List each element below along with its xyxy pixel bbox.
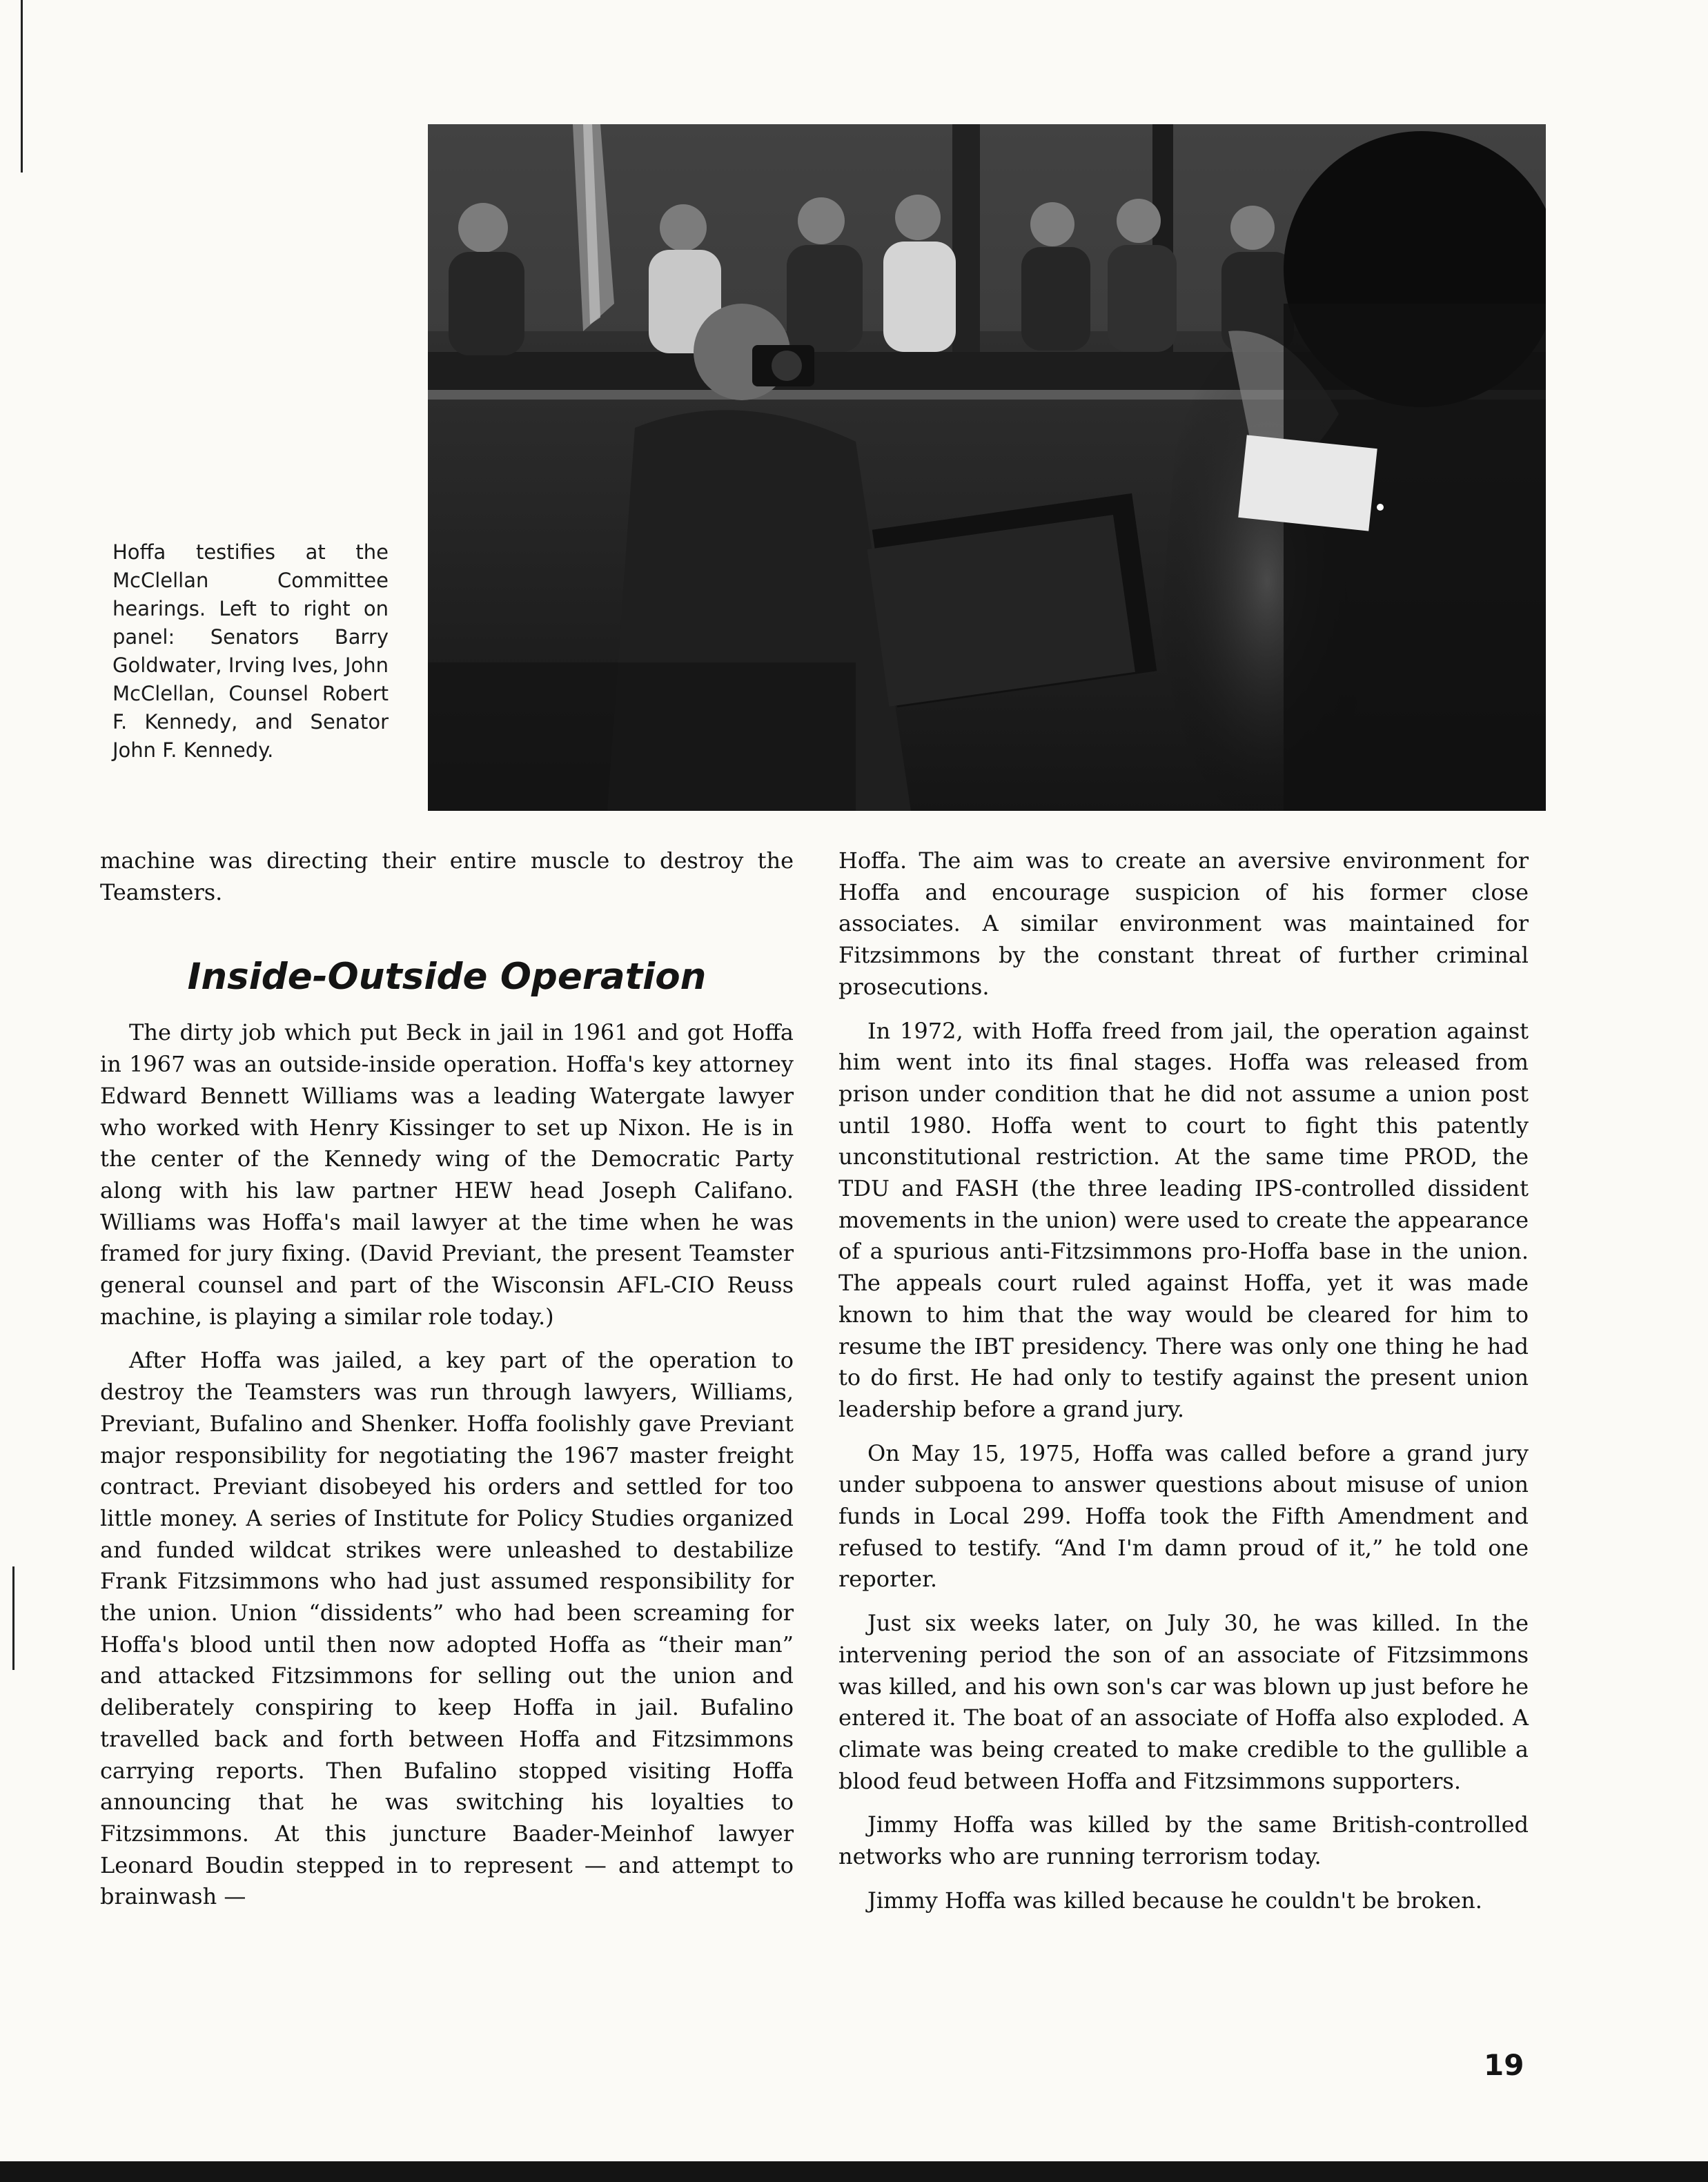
photo-caption: Hoffa testifies at the McClellan Committee hearings. Left to right on panel: Senators Barry Goldwater, Irving Ives, John McClellan, Counsel Robert F. Kennedy, and Senator John F. Kennedy. <box>112 540 389 762</box>
left-edge-line-lower <box>12 1566 14 1670</box>
right-column <box>838 845 1529 1917</box>
scan-bottom-edge <box>0 2161 1708 2182</box>
paragraph-british: Jimmy Hoffa was killed by the same British-controlled networks who are running terrorism today. <box>838 1811 1529 1870</box>
left-column <box>100 845 794 1913</box>
page-number: 19 <box>1484 2048 1524 2082</box>
left-edge-line <box>21 0 23 173</box>
paragraph-after-jailed: After Hoffa was jailed, a key part of the operation to destroy the Teamsters was run through lawyers, Williams, Previant, Bufalino and Shenker. Hoffa foolishly gave Previant major responsibility for negotiating the 1967 master freight contract. Previant disobeyed his orders and settled for too little money. A series of Institute for Policy Studies organized and funded wildcat strikes were unleashed to destabilize Frank Fitzsimmons who had just assumed responsibility for the union. Union “dissidents” who had been screaming for Hoffa's blood until then now adopted Hoffa as “their man” and attacked Fitzsimmons for selling out the union and deliberately conspiring to keep Hoffa in jail. Bufalino travelled back and forth between Hoffa and Fitzsimmons carrying reports. Then Bufalino stopped visiting Hoffa announcing that he was switching his loyalties to Fitzsimmons. At this juncture Baader-Meinhof lawyer Leonard Boudin stepped in to represent — and attempt to brainwash — <box>100 1347 794 1910</box>
paragraph-1972: In 1972, with Hoffa freed from jail, the operation against him went into its final stages. Hoffa was released from prison under condition that he did not assume a union post until 1980. Hoffa went to court to fight this patently unconstitutional restriction. At the same time PROD, the TDU and FASH (the three leading IPS-controlled dissident movements in the union) were used to create the appearance of a spurious anti-Fitzsimmons pro-Hoffa base in the union. The appeals court ruled against Hoffa, yet it was made known to him that the way would be cleared for him to resume the IBT presidency. There was only one thing he had to do first. He had only to testify against the present union leadership before a grand jury. <box>838 1017 1529 1422</box>
paragraph-continuation: Hoffa. The aim was to create an aversive environment for Hoffa and encourage suspicion of his former close associates. A similar environment was maintained for Fitzsimmons by the constant threat of further criminal prosecutions. <box>838 847 1529 1000</box>
paragraph-broken: Jimmy Hoffa was killed because he couldn't be broken. <box>867 1887 1482 1914</box>
hearing-photo <box>428 124 1546 811</box>
paragraph-dirty-job: The dirty job which put Beck in jail in 1961 and got Hoffa in 1967 was an outside-inside operation. Hoffa's key attorney Edward Bennett Williams was a leading Watergate lawyer who worked with Henry Kissinger to set up Nixon. He is in the center of the Kennedy wing of the Democratic Party along with his law partner HEW head Joseph Califano. Williams was Hoffa's mail lawyer at the time when he was framed for jury fixing. (David Previant, the present Teamster general counsel and part of the Wisconsin AFL-CIO Reuss machine, is playing a similar role today.) <box>100 1019 794 1330</box>
paragraph-may-1975: On May 15, 1975, Hoffa was called before a grand jury under subpoena to answer questions about misuse of union funds in Local 299. Hoffa took the Fifth Amendment and refused to testify. “And I'm damn proud of it,” he told one reporter. <box>838 1439 1529 1593</box>
paragraph-six-weeks: Just six weeks later, on July 30, he was killed. In the intervening period the son of an associate of Fitzsimmons was killed, and his own son's car was blown up just before he entered it. The boat of an associate of Hoffa also exploded. A climate was being created to make credible to the gullible a blood feud between Hoffa and Fitzsimmons supporters. <box>838 1610 1529 1794</box>
intro-paragraph: machine was directing their entire muscle to destroy the Teamsters. <box>100 847 794 905</box>
section-headline: Inside-Outside Operation <box>187 956 707 999</box>
photograph-icon <box>428 124 1546 811</box>
